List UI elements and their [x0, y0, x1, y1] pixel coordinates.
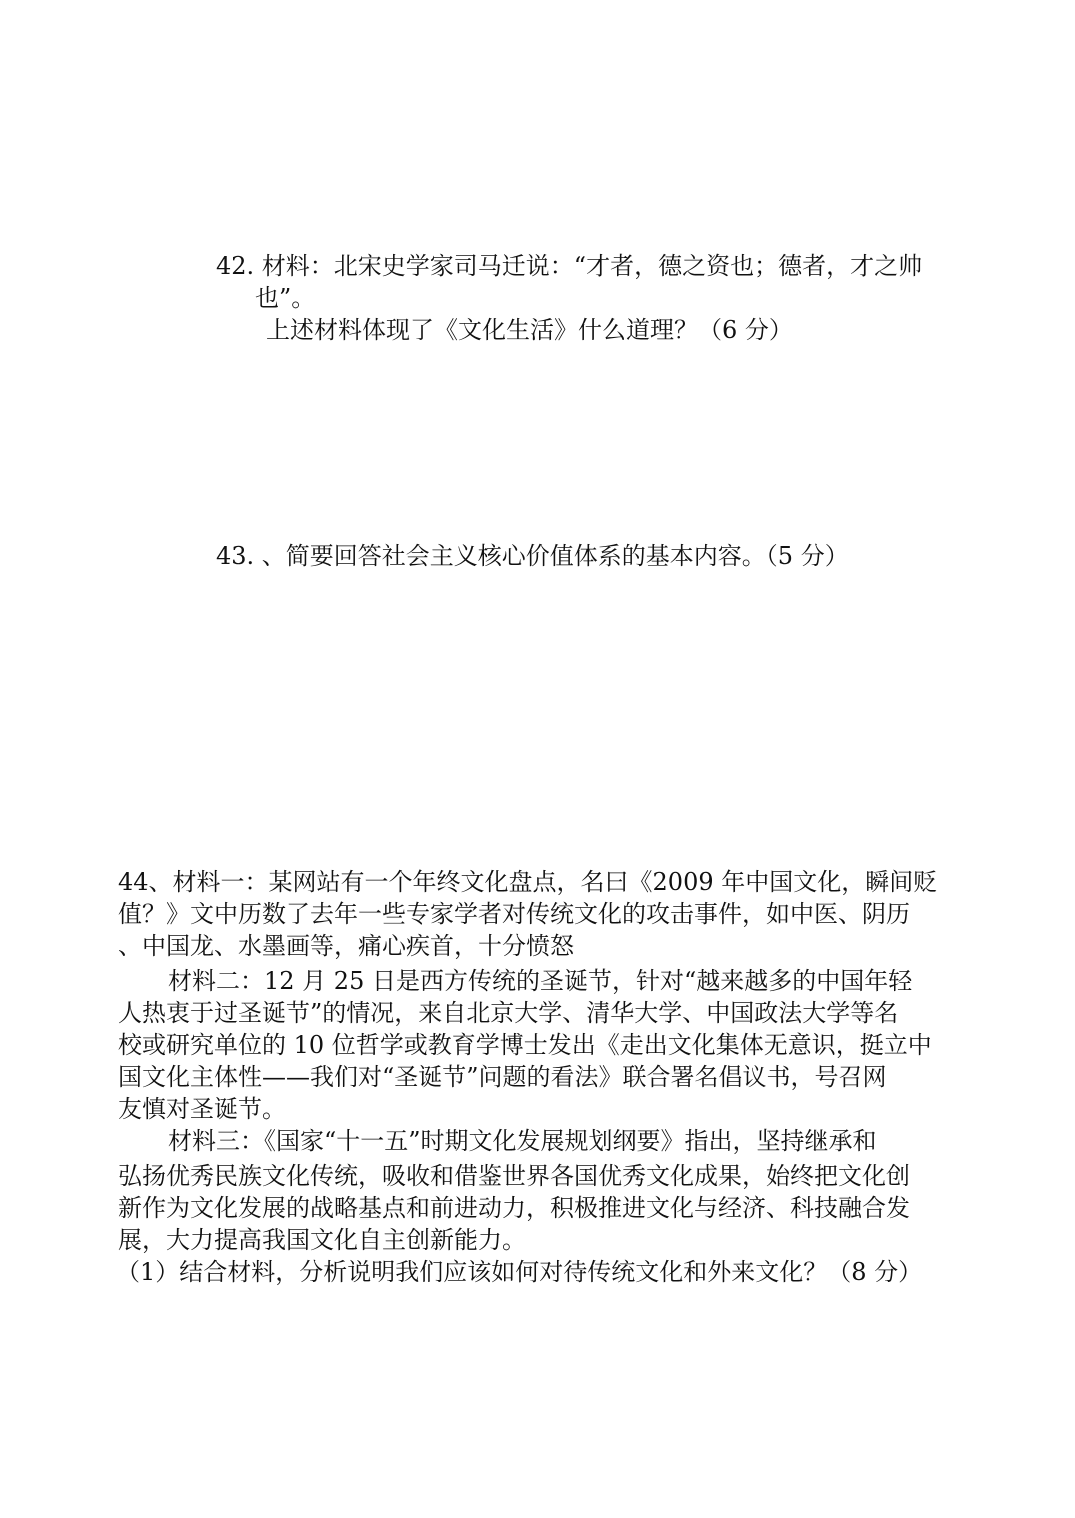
q44-material2-line-1: 材料二：12 月 25 日是西方传统的圣诞节，针对“越来越多的中国年轻: [168, 967, 913, 995]
q44-material3-line-3: 新作为文化发展的战略基点和前进动力，积极推进文化与经济、科技融合发: [118, 1194, 910, 1222]
q44-material2-line-3: 校或研究单位的 10 位哲学或教育学博士发出《走出文化集体无意识，挺立中: [118, 1031, 932, 1059]
q42-material-line-2: 也”。: [255, 284, 316, 312]
q44-material1-line-3: 、中国龙、水墨画等，痛心疾首，十分愤怒: [118, 932, 574, 960]
q44-material1-line-2: 值？》文中历数了去年一些专家学者对传统文化的攻击事件，如中医、阴历: [118, 900, 910, 928]
q44-material3-line-4: 展，大力提高我国文化自主创新能力。: [118, 1226, 526, 1254]
q44-material3-line-2: 弘扬优秀民族文化传统，吸收和借鉴世界各国优秀文化成果，始终把文化创: [118, 1162, 910, 1190]
q44-material2-line-5: 友慎对圣诞节。: [118, 1095, 286, 1123]
q42-material-line-1: 42. 材料：北宋史学家司马迁说：“才者，德之资也；德者，才之帅: [216, 252, 923, 280]
q43-prompt: 43. 、简要回答社会主义核心价值体系的基本内容。（5 分）: [216, 542, 849, 570]
q44-material3-line-1: 材料三：《国家“十一五”时期文化发展规划纲要》指出，坚持继承和: [168, 1127, 877, 1155]
q44-material1-line-1: 44、材料一：某网站有一个年终文化盘点，名曰《2009 年中国文化，瞬间贬: [118, 868, 938, 896]
q42-prompt: 上述材料体现了《文化生活》什么道理？（6 分）: [266, 316, 793, 344]
q44-subquestion-1: （1）结合材料，分析说明我们应该如何对待传统文化和外来文化？（8 分）: [116, 1258, 923, 1286]
q44-material2-line-2: 人热衷于过圣诞节”的情况，来自北京大学、清华大学、中国政法大学等名: [118, 999, 899, 1027]
q44-material2-line-4: 国文化主体性——我们对“圣诞节”问题的看法》联合署名倡议书，号召网: [118, 1063, 887, 1091]
